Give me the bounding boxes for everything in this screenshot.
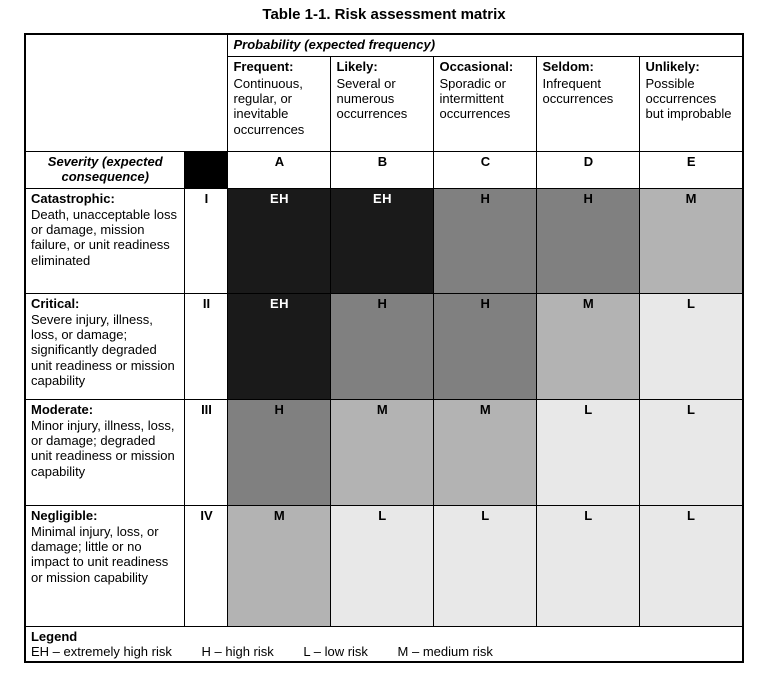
probability-header-row (25, 34, 743, 56)
risk-cell-iv-e: L (640, 505, 743, 626)
column-code-a: A (228, 151, 331, 188)
severity-row-critical (25, 293, 743, 399)
legend-item-h: H – high risk (201, 643, 274, 659)
black-divider-cell (185, 151, 228, 188)
probability-column-likely (331, 56, 434, 151)
severity-description-cell (25, 188, 185, 293)
severity-desc: Minimal injury, loss, or damage; little or no impact to unit readiness or mission capability (30, 523, 169, 585)
severity-name: Moderate: (30, 401, 94, 417)
severity-desc: Severe injury, illness, loss, or damage; significantly degraded unit readiness or mission capability (30, 311, 175, 389)
risk-cell-iii-a: H (228, 399, 331, 505)
corner-cell (25, 34, 228, 151)
severity-row-catastrophic (25, 188, 743, 293)
column-code-b: B (331, 151, 434, 188)
risk-cell-ii-a: EH (228, 293, 331, 399)
risk-cell-iii-b: M (331, 399, 434, 505)
risk-cell-iii-e: L (640, 399, 743, 505)
probability-column-desc: Possible occurrences but improbable (645, 75, 732, 122)
row-numeral-ii: II (185, 293, 228, 399)
row-numeral-i: I (185, 188, 228, 293)
risk-cell-i-b: EH (331, 188, 434, 293)
severity-name: Catastrophic: (30, 190, 115, 206)
probability-column-desc: Continuous, regular, or inevitable occurrences (233, 75, 305, 137)
row-numeral-iii: III (185, 399, 228, 505)
probability-column-desc: Sporadic or intermittent occurrences (439, 75, 511, 122)
severity-name: Critical: (30, 295, 80, 311)
risk-cell-i-c: H (434, 188, 537, 293)
severity-desc: Minor injury, illness, loss, or damage; degraded unit readiness or mission capability (30, 417, 175, 479)
risk-cell-iv-c: L (434, 505, 537, 626)
probability-column-desc: Several or numerous occurrences (336, 75, 408, 122)
risk-cell-iii-d: L (537, 399, 640, 505)
legend-item-eh: EH – extremely high risk (30, 643, 172, 659)
risk-cell-ii-c: H (434, 293, 537, 399)
risk-cell-iv-a: M (228, 505, 331, 626)
table-caption: Table 1-1. Risk assessment matrix (262, 6, 506, 23)
row-numeral-iv: IV (185, 505, 228, 626)
severity-header: Severity (expected consequence) (25, 151, 185, 188)
severity-name: Negligible: (30, 507, 98, 523)
probability-column-name: Unlikely: (645, 58, 700, 74)
probability-column-desc: Infrequent occurrences (542, 75, 614, 107)
severity-row-negligible (25, 505, 743, 626)
risk-cell-i-d: H (537, 188, 640, 293)
probability-column-unlikely (640, 56, 743, 151)
severity-description-cell (25, 293, 185, 399)
legend-item-m: M – medium risk (397, 643, 493, 659)
risk-cell-ii-b: H (331, 293, 434, 399)
severity-desc: Death, unacceptable loss or damage, mission failure, or unit readiness eliminated (30, 206, 177, 268)
severity-row-moderate (25, 399, 743, 505)
probability-column-name: Frequent: (233, 58, 294, 74)
risk-assessment-matrix (24, 33, 744, 663)
probability-column-seldom (537, 56, 640, 151)
risk-cell-iv-b: L (331, 505, 434, 626)
severity-description-cell (25, 399, 185, 505)
legend (25, 626, 743, 662)
probability-header: Probability (expected frequency) (228, 34, 743, 56)
legend-title: Legend (30, 628, 78, 644)
probability-column-frequent (228, 56, 331, 151)
legend-row (25, 626, 743, 662)
column-code-c: C (434, 151, 537, 188)
severity-description-cell (25, 505, 185, 626)
probability-column-name: Seldom: (542, 58, 594, 74)
probability-column-name: Occasional: (439, 58, 514, 74)
column-code-d: D (537, 151, 640, 188)
legend-items (31, 644, 737, 659)
risk-cell-iii-c: M (434, 399, 537, 505)
probability-column-name: Likely: (336, 58, 378, 74)
risk-cell-i-a: EH (228, 188, 331, 293)
risk-cell-ii-e: L (640, 293, 743, 399)
legend-item-l: L – low risk (303, 643, 368, 659)
column-code-e: E (640, 151, 743, 188)
probability-column-occasional (434, 56, 537, 151)
risk-cell-i-e: M (640, 188, 743, 293)
risk-cell-iv-d: L (537, 505, 640, 626)
risk-cell-ii-d: M (537, 293, 640, 399)
column-code-row (25, 151, 743, 188)
